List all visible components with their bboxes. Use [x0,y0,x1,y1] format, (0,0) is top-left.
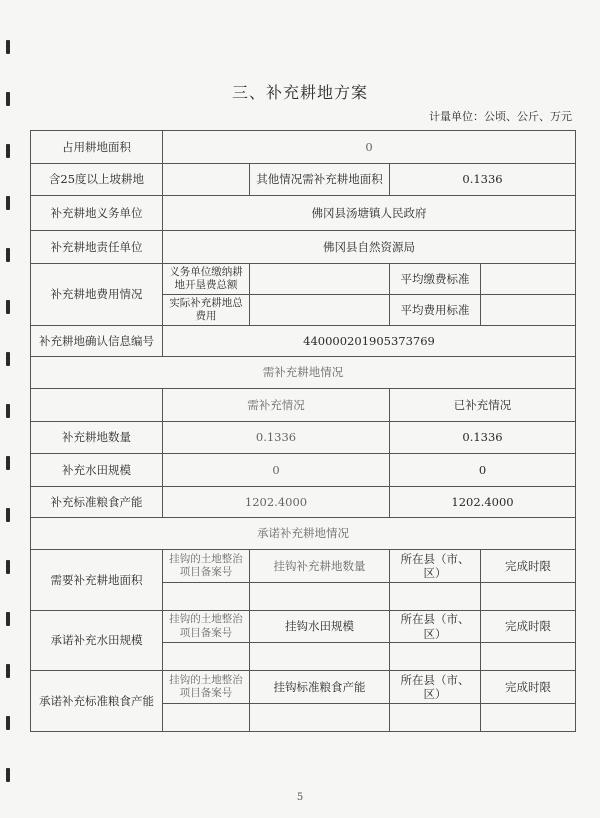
commit-cell [163,643,250,671]
need-item-label: 补充标准粮食产能 [31,487,163,518]
commit-cell [163,583,250,611]
need-item-need: 0 [163,454,390,487]
commit-cell [250,643,390,671]
commit-c4: 完成时限 [481,671,576,704]
need-col-header: 需补充情况 [163,389,390,422]
commit-cell [250,583,390,611]
commit-c1: 挂钩的土地整治项目备案号 [163,671,250,704]
occupied-area-value: 0 [163,131,576,164]
table-row [31,422,576,454]
need-section-header: 需补充耕地情况 [31,357,576,389]
fee-label: 补充耕地费用情况 [31,264,163,326]
binding-hole [6,664,10,678]
commit-c4: 完成时限 [481,611,576,643]
responsible-unit-value: 佛冈县自然资源局 [163,231,576,264]
page-number: 5 [296,792,304,803]
commit-group-label: 承诺补充标准粮食产能 [31,671,163,732]
commit-c3: 所在县（市、区） [390,671,481,704]
slope-label: 含25度以上坡耕地 [31,164,163,196]
done-col-header: 已补充情况 [390,389,576,422]
commit-section-header: 承诺补充耕地情况 [31,518,576,550]
commit-c2: 挂钩水田规模 [250,611,390,643]
commit-group-label: 需要补充耕地面积 [31,550,163,611]
fee-actual-label: 实际补充耕地总费用 [163,295,250,326]
commit-group-label: 承诺补充水田规模 [31,611,163,671]
table-row [31,357,576,389]
commit-cell [481,643,576,671]
binding-hole [6,404,10,418]
obligation-unit-value: 佛冈县汤塘镇人民政府 [163,196,576,231]
commit-c3: 所在县（市、区） [390,550,481,583]
supplement-farmland-table [30,130,576,732]
fee-actual-value [250,295,390,326]
need-item-need: 0.1336 [163,422,390,454]
table-row [31,389,576,422]
other-value: 0.1336 [390,164,576,196]
commit-cell [390,704,481,732]
binding-hole [6,300,10,314]
need-item-done: 1202.4000 [390,487,576,518]
binding-hole [6,560,10,574]
table-row [31,196,576,231]
commit-c1: 挂钩的土地整治项目备案号 [163,611,250,643]
occupied-area-label: 占用耕地面积 [31,131,163,164]
binding-hole [6,196,10,210]
table-row [31,131,576,164]
commit-cell [481,583,576,611]
commit-c3: 所在县（市、区） [390,611,481,643]
table-row [31,326,576,357]
commit-cell [390,583,481,611]
table-row [31,164,576,196]
binding-hole [6,40,10,54]
table-row [31,487,576,518]
binding-hole [6,144,10,158]
binding-holes [4,30,14,810]
fee-avg-paid-value [481,264,576,295]
commit-c1: 挂钩的土地整治项目备案号 [163,550,250,583]
need-item-done: 0.1336 [390,422,576,454]
commit-c4: 完成时限 [481,550,576,583]
need-item-label: 补充耕地数量 [31,422,163,454]
commit-cell [390,643,481,671]
need-item-label: 补充水田规模 [31,454,163,487]
other-label: 其他情况需补充耕地面积 [250,164,390,196]
table-row [31,611,576,643]
table-row [31,550,576,583]
confirm-code-label: 补充耕地确认信息编号 [31,326,163,357]
table-row [31,518,576,550]
fee-paid-label: 义务单位缴纳耕地开垦费总额 [163,264,250,295]
slope-value [163,164,250,196]
binding-hole [6,248,10,262]
fee-avg-paid-label: 平均缴费标准 [390,264,481,295]
need-item-need: 1202.4000 [163,487,390,518]
binding-hole [6,352,10,366]
binding-hole [6,456,10,470]
fee-avg-value [481,295,576,326]
confirm-code-value: 440000201905373769 [163,326,576,357]
table-row [31,454,576,487]
commit-c2: 挂钩标准粮食产能 [250,671,390,704]
need-item-done: 0 [390,454,576,487]
binding-hole [6,716,10,730]
commit-cell [481,704,576,732]
responsible-unit-label: 补充耕地责任单位 [31,231,163,264]
obligation-unit-label: 补充耕地义务单位 [31,196,163,231]
commit-cell [163,704,250,732]
need-corner [31,389,163,422]
unit-note: 计量单位：公顷、公斤、万元 [429,110,572,123]
commit-c2: 挂钩补充耕地数量 [250,550,390,583]
table-row [31,264,576,295]
fee-paid-value [250,264,390,295]
table-row [31,231,576,264]
binding-hole [6,508,10,522]
binding-hole [6,768,10,782]
binding-hole [6,612,10,626]
table-row [31,671,576,704]
fee-avg-label: 平均费用标准 [390,295,481,326]
commit-cell [250,704,390,732]
page-title: 三、补充耕地方案 [231,83,368,102]
